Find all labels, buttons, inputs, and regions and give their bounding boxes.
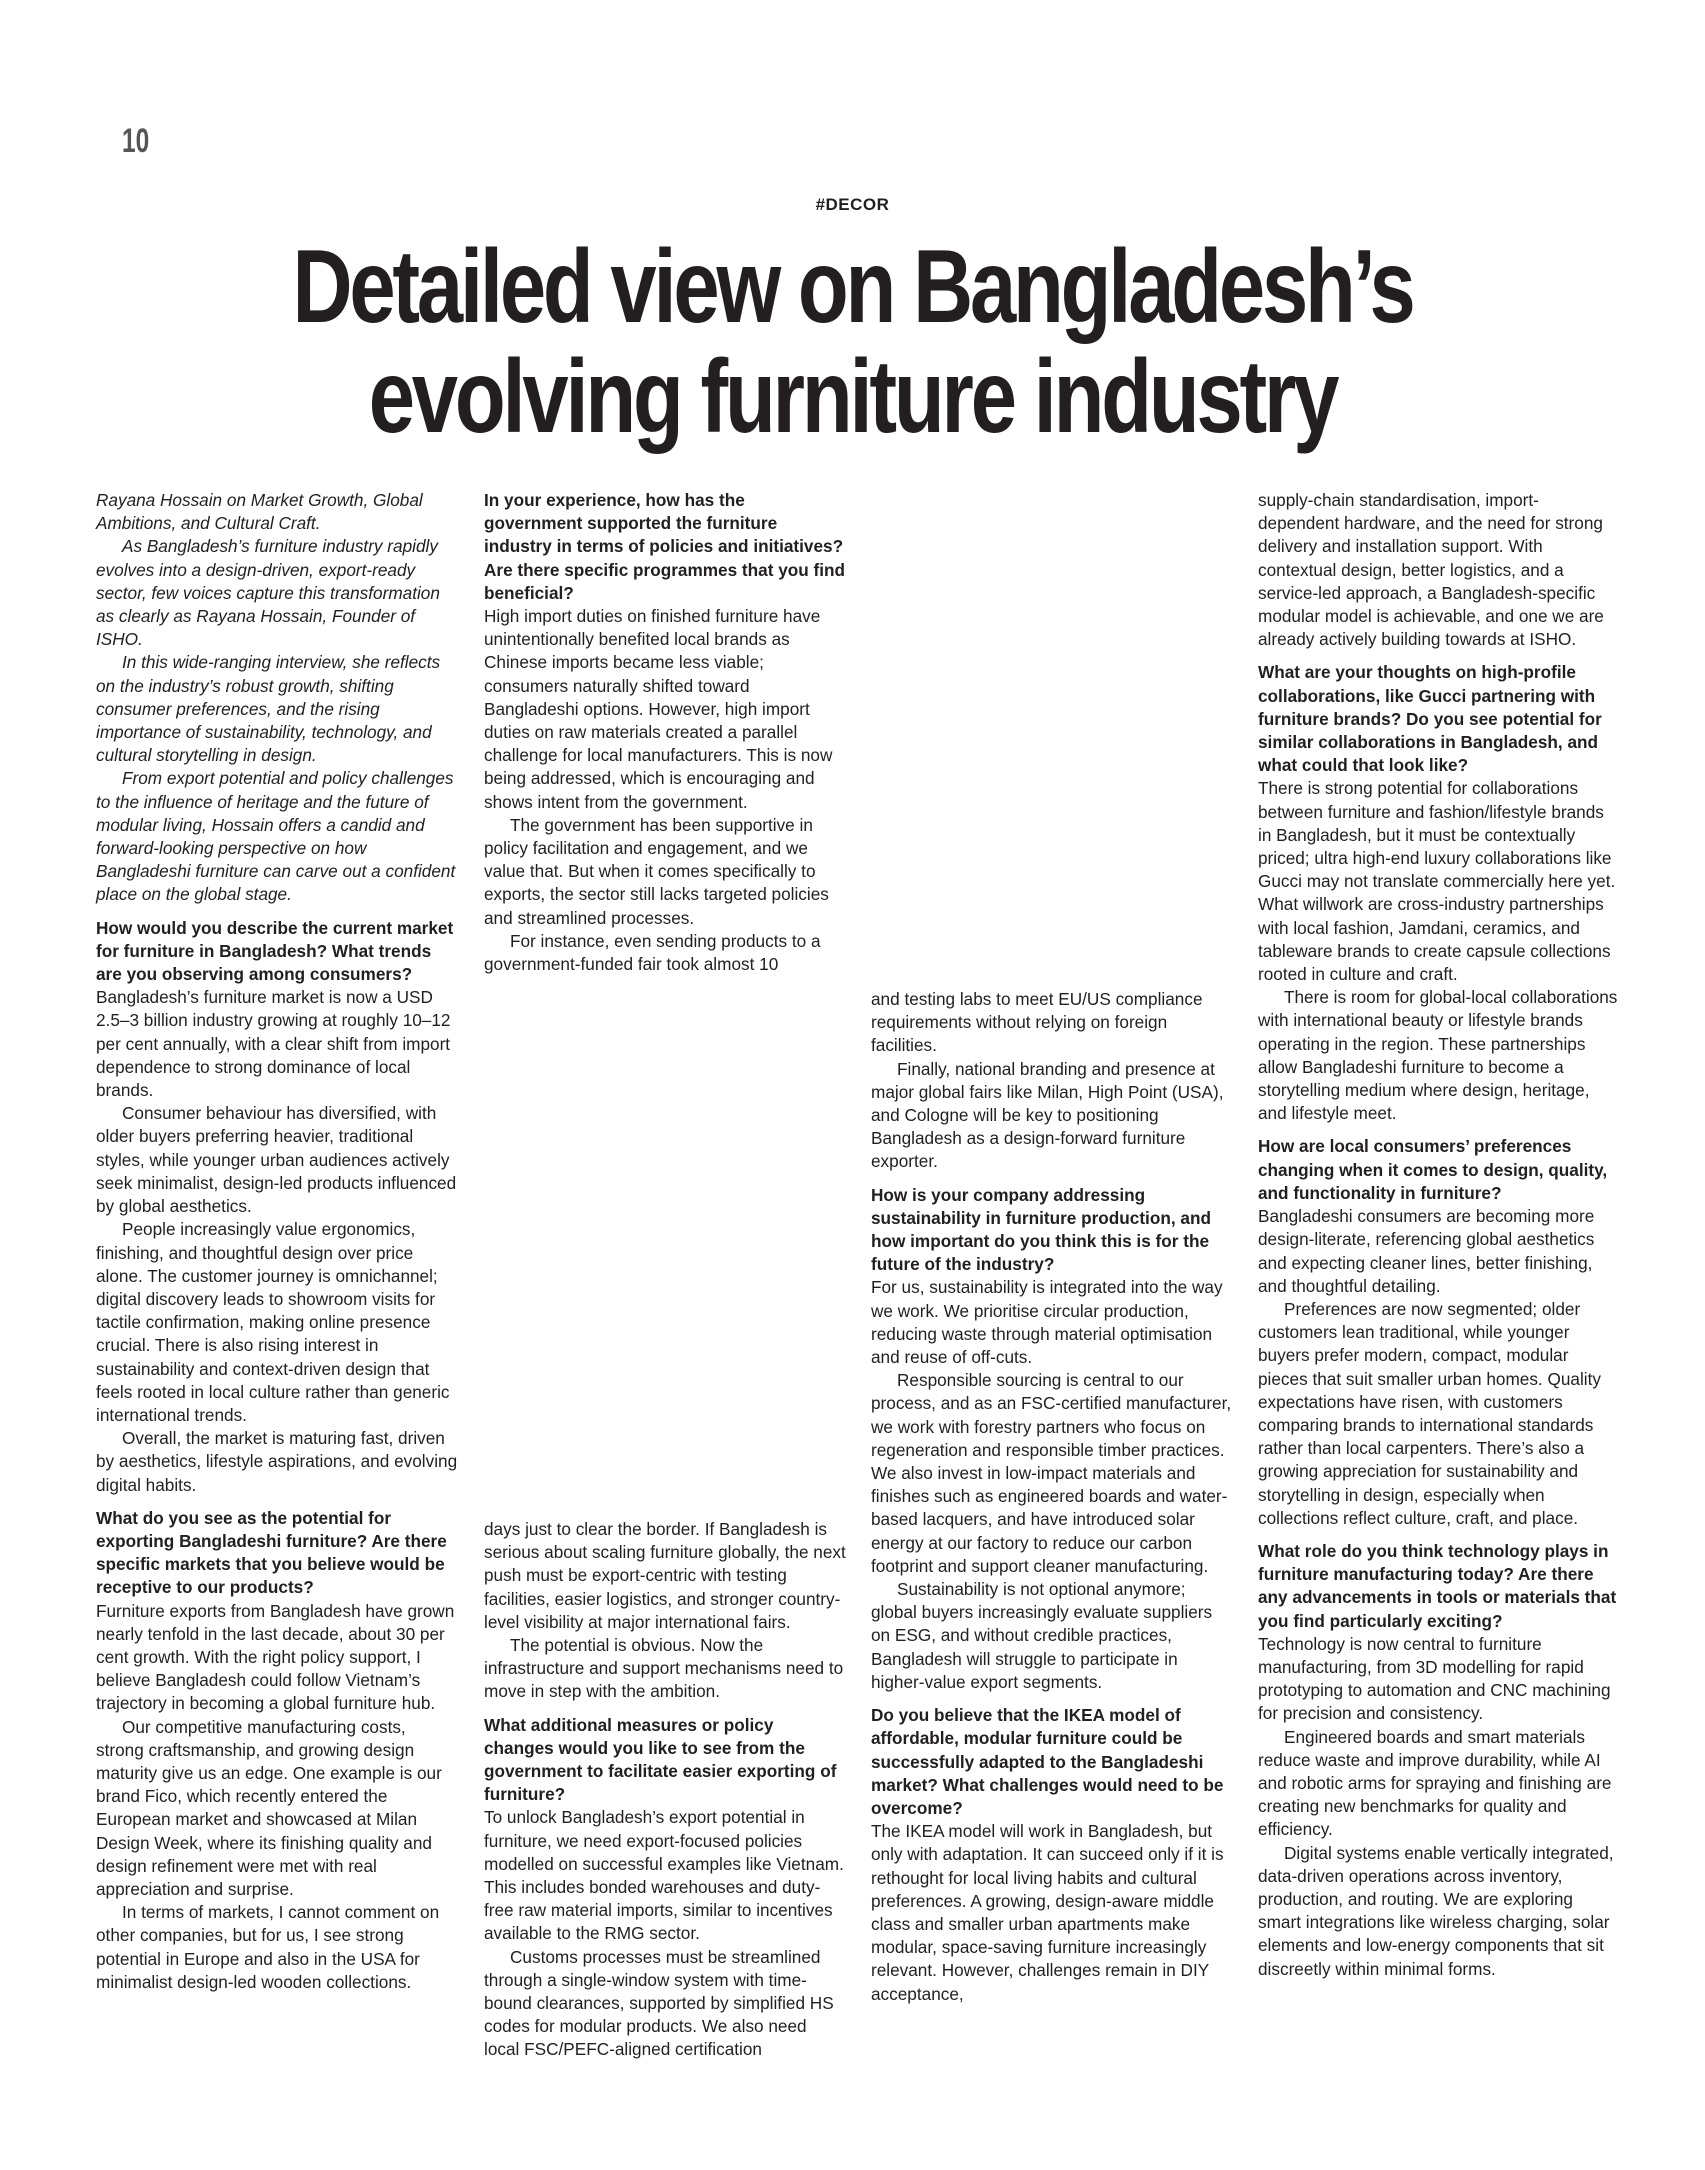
- column-3: [871, 988, 1233, 2006]
- answer-paragraph: Our competitive manufacturing costs, strong craftsmanship, and growing design maturity give us an edge. One example is our brand Fico, which recently entered the European market and showcased at Milan Design Week, where its finishing quality and design refinement were met with real appreciation and surprise.: [96, 1716, 442, 1899]
- answer-paragraph: days just to clear the border. If Bangladesh is serious about scaling furniture globally, the next push must be export-centric with testing facilities, easier logistics, and stronger country-level visibility at major international fairs.: [484, 1519, 846, 1632]
- answer-paragraph: There is room for global-local collaborations with international beauty or lifestyle brands operating in the region. These partnerships allow Bangladeshi furniture to become a storytelling medium where design, heritage, and lifestyle meet.: [1258, 987, 1618, 1124]
- question-heading: How is your company addressing sustainability in furniture production, and how important do you think this is for the future of the industry?: [871, 1184, 1211, 1275]
- question-heading: How would you describe the current market for furniture in Bangladesh? What trends are you observing among consumers?: [96, 917, 454, 985]
- answer-paragraph: In terms of markets, I cannot comment on other companies, but for us, I see strong potential in Europe and also in the USA for minimalist design-led wooden collections.: [96, 1902, 440, 1992]
- answer-paragraph: Overall, the market is maturing fast, driven by aesthetics, lifestyle aspirations, and evolving digital habits.: [96, 1428, 458, 1495]
- answer-paragraph: supply-chain standardisation, import-dependent hardware, and the need for strong delivery and installation support. With contextual design, better logistics, and a service-led approach, a Bangladesh-specific modular model is achievable, and one we are already actively building towards at ISHO.: [1258, 490, 1604, 650]
- headline-line-2: evolving furniture industry: [368, 339, 1337, 455]
- answer-paragraph: High import duties on finished furniture have unintentionally benefited local brands as Chinese imports became less viable; consumers naturally shifted toward Bangladeshi options. However, high import duties on raw materials created a parallel challenge for local manufacturers. This is now being addressed, which is encouraging and shows intent from the government.: [484, 606, 833, 812]
- answer-paragraph: Sustainability is not optional anymore; global buyers increasingly evaluate suppliers on ESG, and without credible practices, Bangladesh will struggle to participate in higher-value export segments.: [871, 1579, 1213, 1692]
- intro-paragraph: From export potential and policy challenges to the influence of heritage and the future of modular living, Hossain offers a candid and forward-looking perspective on how Bangladeshi furniture can carve out a confident place on the global stage.: [96, 768, 456, 905]
- column-4: [1258, 489, 1620, 1981]
- answer-paragraph: The government has been supportive in policy facilitation and engagement, and we value that. But when it comes specifically to exports, the sector still lacks targeted policies and streamlined processes.: [484, 814, 829, 928]
- answer-paragraph: Technology is now central to furniture manufacturing, from 3D modelling for rapid prototyping to automation and CNC machining for precision and consistency.: [1258, 1633, 1611, 1724]
- question-heading: In your experience, how has the government supported the furniture industry in terms of policies and initiatives? Are there specific programmes that you find beneficial?: [484, 490, 846, 603]
- page-number: 10: [122, 122, 150, 160]
- question-heading: What are your thoughts on high-profile collaborations, like Gucci partnering with furniture brands? Do you see potential for similar collaborations in Bangladesh, and what could that look like?: [1258, 662, 1602, 776]
- headline-line-1: Detailed view on Bangladesh’s: [292, 229, 1413, 345]
- answer-paragraph: For us, sustainability is integrated into the way we work. We prioritise circular production, reducing waste through material optimisation and reuse of off-cuts.: [871, 1277, 1223, 1368]
- answer-paragraph: Furniture exports from Bangladesh have grown nearly tenfold in the last decade, about 30 per cent growth. With the right policy support, I believe Bangladesh could follow Vietnam’s trajectory in becoming a global furniture hub.: [96, 1600, 455, 1714]
- answer-paragraph: To unlock Bangladesh’s export potential in furniture, we need export-focused policies modelled on successful examples like Vietnam. This includes bonded warehouses and duty-free raw material imports, similar to incentives available to the RMG sector.: [484, 1807, 844, 1944]
- answer-paragraph: Preferences are now segmented; older customers lean traditional, while younger buyers prefer modern, compact, modular pieces that suit smaller urban homes. Quality expectations have risen, with customers comparing brands to international standards rather than local carpenters. There’s also a growing appreciation for sustainability and storytelling in design, especially when collections reflect culture, craft, and place.: [1258, 1298, 1601, 1528]
- intro-paragraph: As Bangladesh’s furniture industry rapidly evolves into a design-driven, export-ready sector, few voices capture this transformation as clearly as Rayana Hossain, Founder of ISHO.: [96, 536, 440, 650]
- answer-paragraph: and testing labs to meet EU/US compliance requirements without relying on foreign facilities.: [871, 989, 1203, 1056]
- column-2-top: [484, 489, 846, 976]
- intro-paragraph: Rayana Hossain on Market Growth, Global Ambitions, and Cultural Craft.: [96, 490, 423, 534]
- answer-paragraph: Engineered boards and smart materials reduce waste and improve durability, while AI and robotic arms for spraying and finishing are creating new benchmarks for quality and efficiency.: [1258, 1726, 1612, 1840]
- answer-paragraph: Responsible sourcing is central to our process, and as an FSC-certified manufacturer, we work with forestry partners who focus on regeneration and responsible timber practices. We also invest in low-impact materials and finishes such as engineered boards and water-based lacquers, and have introduced solar energy at our factory to reduce our carbon footprint and support cleaner manufacturing.: [871, 1370, 1232, 1576]
- answer-paragraph: Bangladeshi consumers are becoming more design-literate, referencing global aesthetics and expecting cleaner lines, better finishing, and thoughtful detailing.: [1258, 1206, 1595, 1296]
- answer-paragraph: People increasingly value ergonomics, finishing, and thoughtful design over price alone. The customer journey is omnichannel; digital discovery leads to showroom visits for tactile confirmation, making online presence crucial. There is also rising interest in sustainability and context-driven design that feels rooted in local culture rather than generic international trends.: [96, 1219, 450, 1425]
- column-1: [96, 489, 458, 1994]
- answer-paragraph: Consumer behaviour has diversified, with older buyers preferring heavier, traditional styles, while younger urban audiences actively seek minimalist, design-led products influenced by global aesthetics.: [96, 1103, 457, 1217]
- question-heading: How are local consumers’ preferences changing when it comes to design, quality, and functionality in furniture?: [1258, 1136, 1608, 1203]
- question-heading: Do you believe that the IKEA model of affordable, modular furniture could be successfully adapted to the Bangladeshi market? What challenges would need to be overcome?: [871, 1705, 1224, 1818]
- question-heading: What do you see as the potential for exporting Bangladeshi furniture? Are there specific markets that you believe would be receptive to our products?: [96, 1507, 447, 1598]
- question-heading: What role do you think technology plays in furniture manufacturing today? Are there any advancements in tools or materials that you find particularly exciting?: [1258, 1540, 1617, 1631]
- answer-paragraph: Finally, national branding and presence at major global fairs like Milan, High Point (USA), and Cologne will be key to positioning Bangladesh as a design-forward furniture exporter.: [871, 1058, 1224, 1172]
- question-heading: What additional measures or policy changes would you like to see from the government to facilitate easier exporting of furniture?: [484, 1714, 837, 1805]
- answer-paragraph: Bangladesh’s furniture market is now a USD 2.5–3 billion industry growing at roughly 10–12 per cent annually, with a clear shift from import dependence to strong dominance of local brands.: [96, 987, 451, 1101]
- answer-paragraph: Digital systems enable vertically integrated, data-driven operations across inventory, production, and routing. We are exploring smart integrations like wireless charging, solar elements and low-energy components that sit discreetly within minimal forms.: [1258, 1842, 1614, 1979]
- headline: [0, 229, 1705, 455]
- answer-paragraph: For instance, even sending products to a government-funded fair took almost 10: [484, 930, 821, 975]
- answer-paragraph: The potential is obvious. Now the infrastructure and support mechanisms need to move in step with the ambition.: [484, 1635, 844, 1702]
- column-2-bottom: [484, 1518, 846, 2062]
- answer-paragraph: The IKEA model will work in Bangladesh, but only with adaptation. It can succeed only if it is rethought for local living habits and cultural preferences. A growing, design-aware middle class and smaller urban apartments make modular, space-saving furniture increasingly relevant. However, challenges remain in DIY acceptance,: [871, 1821, 1224, 2004]
- answer-paragraph: There is strong potential for collaborations between furniture and fashion/lifestyle brands in Bangladesh, but it must be contextually priced; ultra high-end luxury collaborations like Gucci may not translate commercially here yet. What willwork are cross-industry partnerships with local fashion, Jamdani, ceramics, and tableware brands to create capsule collections rooted in culture and craft.: [1258, 778, 1616, 985]
- intro-paragraph: In this wide-ranging interview, she reflects on the industry’s robust growth, shifting consumer preferences, and the rising importance of sustainability, technology, and cultural storytelling in design.: [96, 652, 441, 766]
- section-tag: #DECOR: [815, 195, 890, 214]
- answer-paragraph: Customs processes must be streamlined through a single-window system with time-bound clearances, supported by simplified HS codes for modular products. We also need local FSC/PEFC-aligned certification: [484, 1946, 834, 2060]
